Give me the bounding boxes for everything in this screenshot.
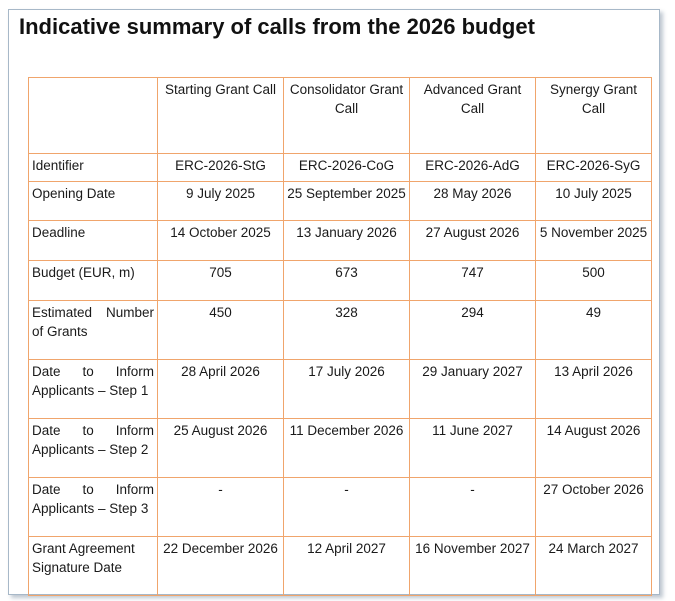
row-label: Date to Inform Applicants – Step 3: [29, 478, 158, 537]
table-header-row: [29, 78, 652, 154]
table-cell: 25 September 2025: [284, 182, 410, 221]
table-cell: -: [410, 478, 536, 537]
table-cell: 14 August 2026: [536, 419, 652, 478]
header-empty-cell: [29, 78, 158, 154]
table-cell: 10 July 2025: [536, 182, 652, 221]
table-cell: 673: [284, 261, 410, 301]
table-row: [29, 360, 652, 419]
column-header: Synergy Grant Call: [536, 78, 652, 154]
row-label: Date to Inform Applicants – Step 2: [29, 419, 158, 478]
table-cell: 12 April 2027: [284, 537, 410, 596]
table-row: [29, 182, 652, 221]
row-label: Estimated Number of Grants: [29, 301, 158, 360]
summary-panel: [8, 9, 660, 595]
table-cell: 13 April 2026: [536, 360, 652, 419]
table-cell: 17 July 2026: [284, 360, 410, 419]
table-cell: ERC-2026-SyG: [536, 154, 652, 182]
table-row: [29, 478, 652, 537]
column-header: Consolidator Grant Call: [284, 78, 410, 154]
table-cell: 22 December 2026: [158, 537, 284, 596]
page-title: Indicative summary of calls from the 2026 budget: [19, 14, 535, 39]
row-label: Budget (EUR, m): [29, 261, 158, 301]
table-cell: 14 October 2025: [158, 221, 284, 261]
table-row: [29, 154, 652, 182]
table-cell: 9 July 2025: [158, 182, 284, 221]
table-cell: 328: [284, 301, 410, 360]
table-cell: -: [284, 478, 410, 537]
table-cell: ERC-2026-CoG: [284, 154, 410, 182]
table-cell: 27 October 2026: [536, 478, 652, 537]
table-cell: 13 January 2026: [284, 221, 410, 261]
table-row: [29, 261, 652, 301]
table-cell: 16 November 2027: [410, 537, 536, 596]
column-header: Advanced Grant Call: [410, 78, 536, 154]
table-cell: ERC-2026-StG: [158, 154, 284, 182]
table-cell: 27 August 2026: [410, 221, 536, 261]
table-cell: 705: [158, 261, 284, 301]
table-cell: 49: [536, 301, 652, 360]
row-label: Deadline: [29, 221, 158, 261]
table-cell: 450: [158, 301, 284, 360]
table-cell: 5 November 2025: [536, 221, 652, 261]
table-cell: 747: [410, 261, 536, 301]
table-cell: 25 August 2026: [158, 419, 284, 478]
row-label: Identifier: [29, 154, 158, 182]
table-cell: 11 June 2027: [410, 419, 536, 478]
table-cell: 29 January 2027: [410, 360, 536, 419]
row-label: Grant Agreement Signature Date: [29, 537, 158, 596]
table-cell: 28 May 2026: [410, 182, 536, 221]
table-cell: 24 March 2027: [536, 537, 652, 596]
table-row: [29, 301, 652, 360]
table-cell: -: [158, 478, 284, 537]
table-row: [29, 537, 652, 596]
table-cell: 11 December 2026: [284, 419, 410, 478]
table-row: [29, 221, 652, 261]
row-label: Opening Date: [29, 182, 158, 221]
row-label: Date to Inform Applicants – Step 1: [29, 360, 158, 419]
calls-summary-table: [28, 77, 652, 596]
table-cell: 294: [410, 301, 536, 360]
table-cell: 28 April 2026: [158, 360, 284, 419]
table-row: [29, 419, 652, 478]
column-header: Starting Grant Call: [158, 78, 284, 154]
table-cell: ERC-2026-AdG: [410, 154, 536, 182]
table-cell: 500: [536, 261, 652, 301]
